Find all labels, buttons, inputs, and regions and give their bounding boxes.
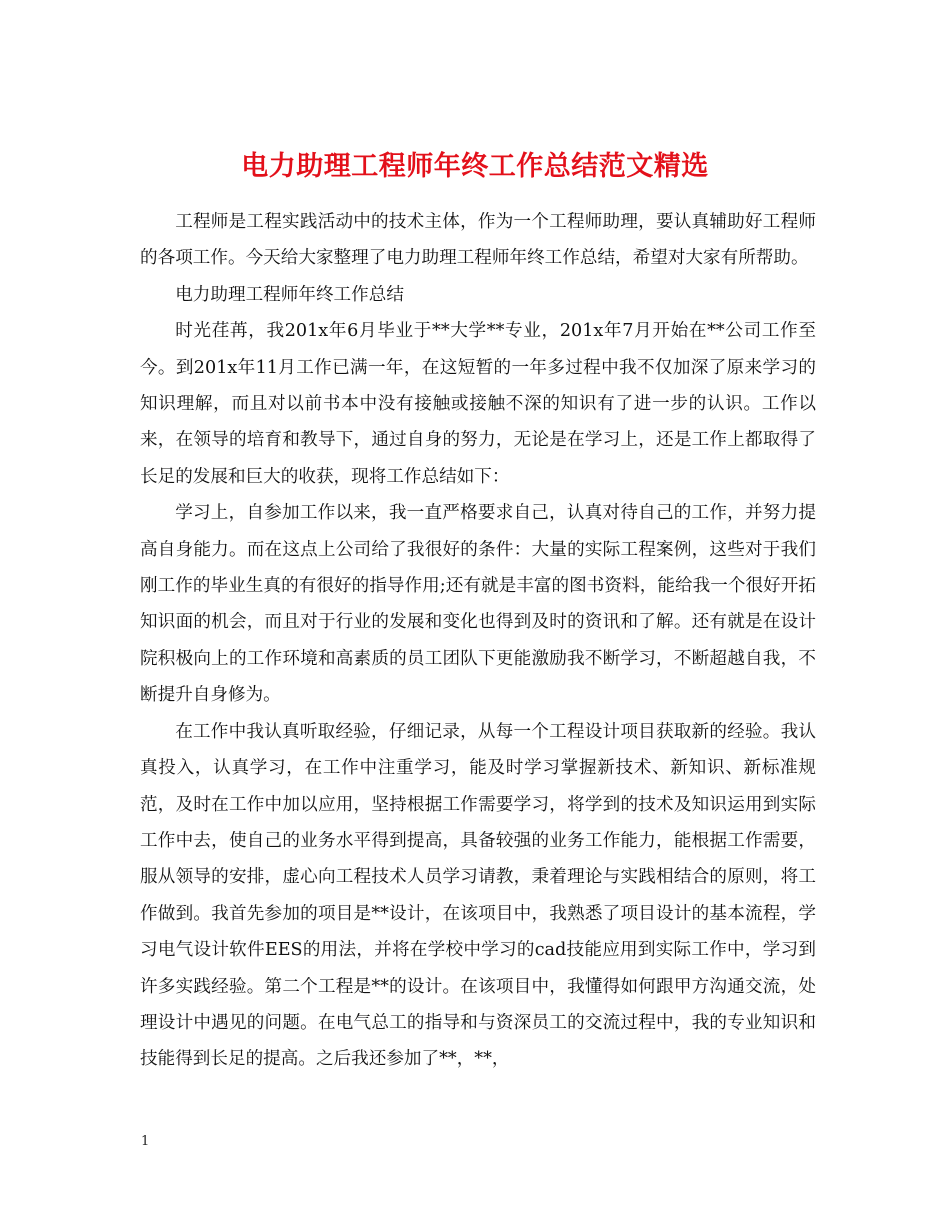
body-paragraph: 在工作中我认真听取经验，仔细记录，从每一个工程设计项目获取新的经验。我认真投入，认真学习，在工作中注重学习，能及时学习掌握新技术、新知识、新标准规范，及时在工作中加以应用，坚持根据工作需要学习，将学到的技术及知识运用到实际工作中去，使自己的业务水平得到提高，具备较强的业务工作能力，能根据工作需要，服从领导的安排，虚心向工程技术人员学习请教，秉着理论与实践相结合的原则，将工作做到。我首先参加的项目是**设计，在该项目中，我熟悉了项目设计的基本流程，学习电气设计软件EES的用法，并将在学校中学习的cad技能应用到实际工作中，学习到许多实践经验。第二个工程是**的设计。在该项目中，我懂得如何跟甲方沟通交流，处理设计中遇见的问题。在电气总工的指导和与资深员工的交流过程中，我的专业知识和技能得到长足的提高。之后我还参加了**，**， bbox=[140, 721, 816, 1070]
body-paragraph: 时光荏苒，我201x年6月毕业于**大学**专业，201x年7月开始在**公司工作至今。到201x年11月工作已满一年，在这短暂的一年多过程中我不仅加深了原来学习的知识理解，而且对以前书本中没有接触或接触不深的知识有了进一步的认识。工作以来，在领导的培育和教导下，通过自身的努力，无论是在学习上，还是工作上都取得了长足的发展和巨大的收获，现将工作总结如下： bbox=[140, 321, 816, 487]
document-title: 电力助理工程师年终工作总结范文精选 bbox=[241, 151, 709, 183]
intro-paragraph: 工程师是工程实践活动中的技术主体，作为一个工程师助理，要认真辅助好工程师的各项工作。今天给大家整理了电力助理工程师年终工作总结，希望对大家有所帮助。 bbox=[140, 212, 816, 269]
body-paragraph: 学习上，自参加工作以来，我一直严格要求自己，认真对待自己的工作，并努力提高自身能力。而在这点上公司给了我很好的条件：大量的实际工程案例，这些对于我们刚工作的毕业生真的有很好的指导作用;还有就是丰富的图书资料，能给我一个很好开拓知识面的机会，而且对于行业的发展和变化也得到及时的资讯和了解。还有就是在设计院积极向上的工作环境和高素质的员工团队下更能激励我不断学习，不断超越自我，不断提升自身修为。 bbox=[140, 503, 816, 706]
section-heading: 电力助理工程师年终工作总结 bbox=[175, 284, 404, 305]
document-body bbox=[140, 204, 816, 1078]
page-number: 1 bbox=[141, 1134, 150, 1149]
